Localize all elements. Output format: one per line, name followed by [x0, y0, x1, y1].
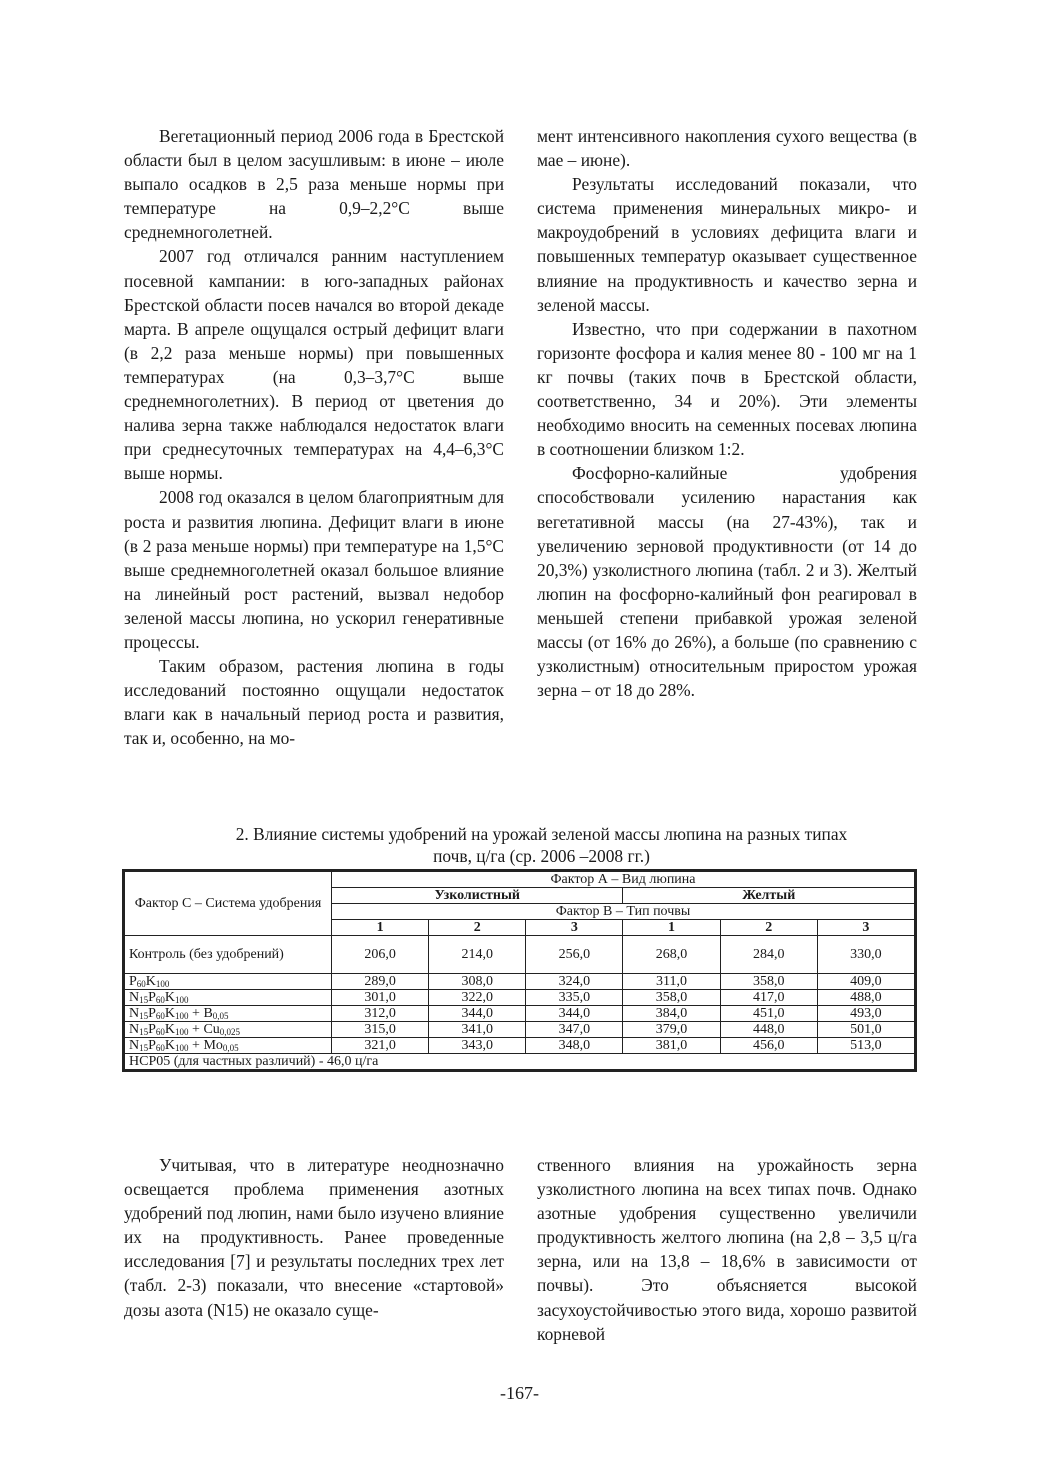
table-cell: 456,0: [720, 1038, 817, 1054]
table-cell: 335,0: [526, 990, 623, 1006]
table-cell: 381,0: [623, 1038, 720, 1054]
table-footer-lsd: НСР05 (для частных различий) - 46,0 ц/га: [125, 1054, 915, 1070]
text-column-bottom-left: [124, 1153, 504, 1322]
table-cell: 358,0: [720, 974, 817, 990]
table-cell: 341,0: [429, 1022, 526, 1038]
row-label: $N_{15}P_{60}K_{100} + B_{0,05}$: [125, 1006, 332, 1022]
table-cell: 448,0: [720, 1022, 817, 1038]
paragraph-continuation: ственного влияния на урожайность зерна узколистного люпина на всех типах почв. Однако азотные удобрения существенно увеличили продуктивность желтого люпина (на 2,8 – 3,5 ц/га зерна, или на 13,8 – 18,6% в зависимости от почвы). Это объясняется высокой засухоустойчивостью этого вида, хорошо развитой корневой: [537, 1155, 917, 1344]
table-cell: 501,0: [817, 1022, 914, 1038]
fertilizer-yield-table: [124, 871, 915, 1070]
caption-line: 2. Влияние системы удобрений на урожай зеленой массы люпина на разных типах: [235, 824, 848, 844]
paragraph: Фосфорно-калийные удобрения способствовали усилению нарастания как вегетативной массы (на 27-43%), так и увеличению зерновой продуктивности (от 14 до 20,3%) узколистного люпина (табл. 2 и 3). Желтый люпин на фосфорно-калийный фон реагировал в меньшей степени прибавкой урожая зеленой массы (от 16% до 26%), а больше (по сравнению с узколистным) относительным приростом урожая зерна – от 18 до 28%.: [537, 463, 917, 701]
paragraph: Вегетационный период 2006 года в Брестской области был в целом засушливым: в июне – июле выпало осадков в 2,5 раза меньше нормы при температуре на 0,9–2,2°С выше среднемноголетней.: [124, 126, 504, 243]
paragraph: Результаты исследований показали, что система применения минеральных микро- и макроудобрений в условиях дефицита влаги и повышенных температур оказывает существенное влияние на продуктивность и качество зерна и зеленой массы.: [537, 174, 917, 315]
table-cell: 312,0: [332, 1006, 429, 1022]
paragraph: Таким образом, растения люпина в годы исследований постоянно ощущали недостаток влаги как в начальный период роста и развития, так и, особенно, на мо-: [124, 656, 504, 749]
row-label: $N_{15}P_{60}K_{100}$: [125, 990, 332, 1006]
table-cell: 256,0: [526, 936, 623, 974]
factor-a-header: Фактор А – Вид люпина: [332, 872, 915, 888]
table-cell: 344,0: [526, 1006, 623, 1022]
table-cell: 322,0: [429, 990, 526, 1006]
table-cell: 451,0: [720, 1006, 817, 1022]
table-cell: 384,0: [623, 1006, 720, 1022]
row-label: $P_{60}K_{100}$: [125, 974, 332, 990]
paragraph-continuation: мент интенсивного накопления сухого вещества (в мае – июне).: [537, 126, 917, 171]
paragraph: Учитывая, что в литературе неоднозначно освещается проблема применения азотных удобрений под люпин, нами было изучено влияние их на продуктивность. Ранее проведенные исследования [7] и результаты последних трех лет (табл. 2-3) показали, что внесение «стартовой» дозы азота (N15) не оказало суще-: [124, 1155, 504, 1320]
soil-type-header: 3: [526, 920, 623, 936]
species-narrow-leaf-header: Узколистный: [332, 888, 623, 904]
paragraph: 2007 год отличался ранним наступлением посевной кампании: в юго-западных районах Брестской области посев начался во второй декаде марта. В апреле ощущался острый дефицит влаги (в 2,2 раза меньше нормы) при повышенных температурах (на 0,3–3,7°С выше среднемноголетних). В период от цветения до налива зерна также наблюдался недостаток влаги при среднесуточных температурах на 4,4–6,3°С выше нормы.: [124, 246, 504, 484]
table-cell: 324,0: [526, 974, 623, 990]
page-number: -167-: [500, 1383, 539, 1403]
table-caption: [124, 823, 959, 867]
soil-type-header: 1: [623, 920, 720, 936]
row-label: $N_{15}P_{60}K_{100} + Mo_{0,05}$: [125, 1038, 332, 1054]
table-cell: 347,0: [526, 1022, 623, 1038]
table-cell: 358,0: [623, 990, 720, 1006]
table-cell: 268,0: [623, 936, 720, 974]
table-cell: 308,0: [429, 974, 526, 990]
table-cell: 513,0: [817, 1038, 914, 1054]
row-label: $N_{15}P_{60}K_{100} + Cu_{0,025}$: [125, 1022, 332, 1038]
factor-b-header: Фактор В – Тип почвы: [332, 904, 915, 920]
soil-type-header: 1: [332, 920, 429, 936]
table-cell: 344,0: [429, 1006, 526, 1022]
factor-c-header: Фактор С – Система удобрения: [125, 872, 332, 936]
table-cell: 343,0: [429, 1038, 526, 1054]
table-cell: 284,0: [720, 936, 817, 974]
row-label: Контроль (без удобрений): [125, 936, 332, 974]
text-column-top-right: [537, 124, 917, 702]
table-cell: 311,0: [623, 974, 720, 990]
table-cell: 493,0: [817, 1006, 914, 1022]
table-cell: 409,0: [817, 974, 914, 990]
table-cell: 417,0: [720, 990, 817, 1006]
soil-type-header: 2: [429, 920, 526, 936]
caption-line: почв, ц/га (ср. 2006 –2008 гг.): [433, 846, 650, 866]
table-cell: 330,0: [817, 936, 914, 974]
paragraph: Известно, что при содержании в пахотном горизонте фосфора и калия менее 80 - 100 мг на 1 кг почвы (таких почв в Брестской области, соответственно, 34 и 20%). Эти элементы необходимо вносить на семенных посевах люпина в соотношении близком 1:2.: [537, 318, 917, 460]
table-cell: 289,0: [332, 974, 429, 990]
text-column-top-left: [124, 124, 504, 750]
table-cell: 488,0: [817, 990, 914, 1006]
text-column-bottom-right: [537, 1153, 917, 1346]
table-cell: 301,0: [332, 990, 429, 1006]
paragraph: 2008 год оказался в целом благоприятным для роста и развития люпина. Дефицит влаги в июне (в 2 раза меньше нормы) при температуре на 1,5°С выше среднемноголетней оказал большое влияние на линейный рост растений, вызвал недобор зеленой массы люпина, но ускорил генеративные процессы.: [124, 487, 504, 652]
table-cell: 214,0: [429, 936, 526, 974]
table-cell: 315,0: [332, 1022, 429, 1038]
species-yellow-header: Желтый: [623, 888, 915, 904]
table-cell: 379,0: [623, 1022, 720, 1038]
soil-type-header: 2: [720, 920, 817, 936]
table-cell: 348,0: [526, 1038, 623, 1054]
table-cell: 206,0: [332, 936, 429, 974]
table-cell: 321,0: [332, 1038, 429, 1054]
soil-type-header: 3: [817, 920, 914, 936]
